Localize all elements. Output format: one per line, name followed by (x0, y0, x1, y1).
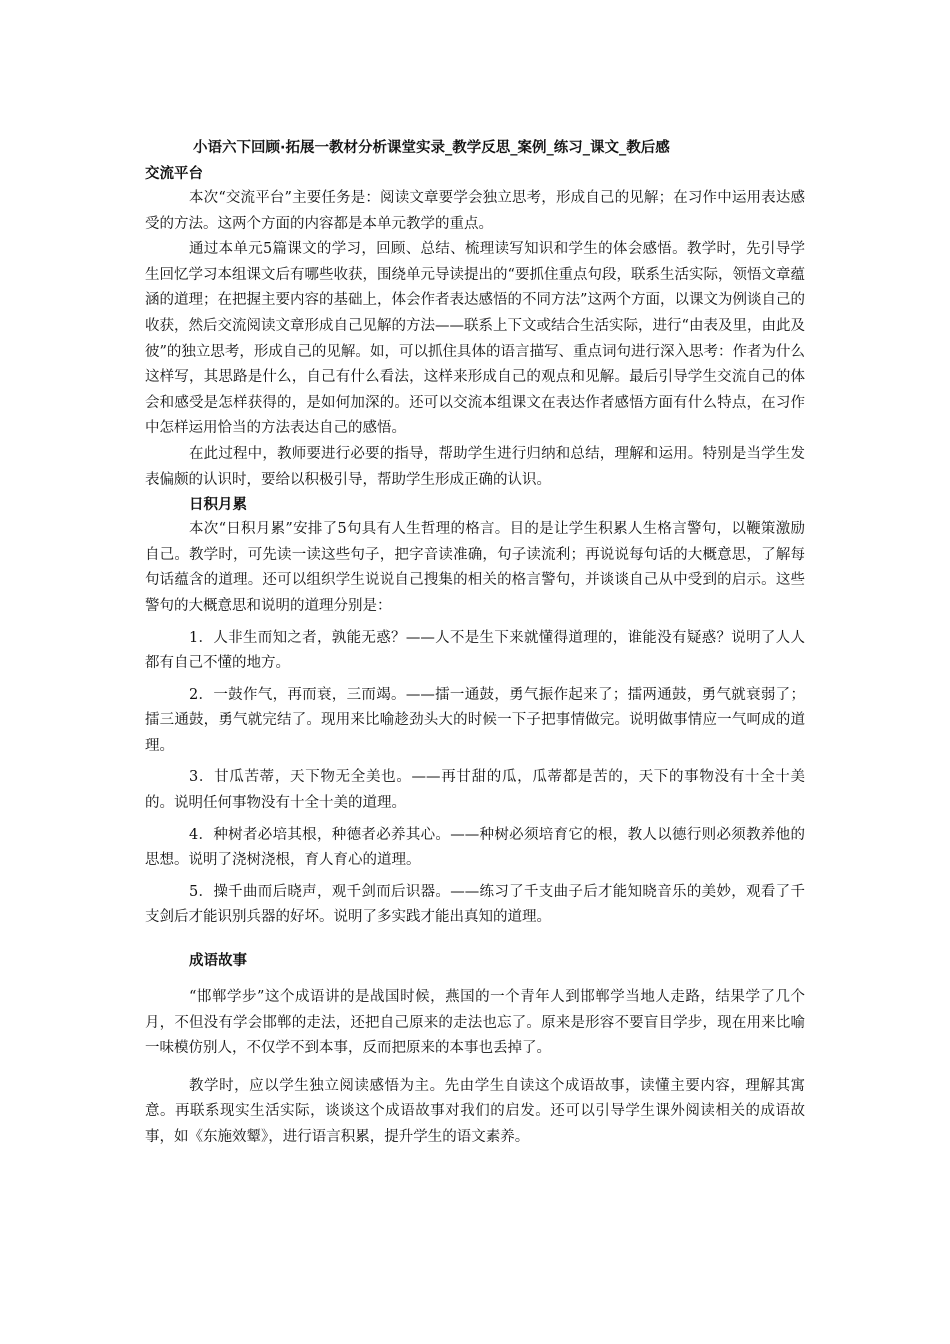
paragraph: 本次“日积月累”安排了5句具有人生哲理的格言。目的是让学生积累人生格言警句，以鞭策激励自己。教学时，可先读一读这些句子，把字音读准确，句子读流利；再说说每句话的大概意思，了解每句话蕴含的道理。还可以组织学生说说自己搜集的相关的格言警句，并谈谈自己从中受到的启示。这些警句的大概意思和说明的道理分别是： (145, 521, 805, 614)
list-item-maxim-5: 5．操千曲而后晓声，观千剑而后识器。——练习了千支曲子后才能知晓音乐的美妙，观看了千支剑后才能识别兵器的好坏。说明了多实践才能出真知的道理。 (145, 883, 805, 926)
document-title: 小语六下回顾·拓展一教材分析课堂实录_教学反思_案例_练习_课文_教后感 (193, 140, 670, 156)
section-heading-idiom-story: 成语故事 (189, 953, 247, 970)
paragraph: 教学时，应以学生独立阅读感悟为主。先由学生自读这个成语故事，读懂主要内容，理解其寓意。再联系现实生活实际，谈谈这个成语故事对我们的启发。还可以引导学生课外阅读相关的成语故事，如《东施效颦》，进行语言积累，提升学生的语文素养。 (145, 1077, 805, 1145)
section-heading-exchange-platform: 交流平台 (145, 166, 203, 182)
list-item-maxim-4: 4．种树者必培其根，种德者必养其心。——种树必须培育它的根，教人以德行则必须教养他的思想。说明了浇树浇根，育人育心的道理。 (145, 826, 805, 869)
paragraph: 通过本单元5篇课文的学习，回顾、总结、梳理读写知识和学生的体会感悟。教学时，先引导学生回忆学习本组课文后有哪些收获，围绕单元导读提出的“要抓住重点句段，联系生活实际，领悟文章蕴涵的道理；在把握主要内容的基础上，体会作者表达感悟的不同方法”这两个方面，以课文为例谈自己的收获，然后交流阅读文章形成自己见解的方法——联系上下文或结合生活实际，进行“由表及里，由此及彼”的独立思考，形成自己的见解。如，可以抓住具体的语言描写、重点词句进行深入思考：作者为什么这样写，其思路是什么，自己有什么看法，这样来形成自己的观点和见解。最后引导学生交流自己的体会和感受是怎样获得的，是如何加深的。还可以交流本组课文在表达作者感悟方面有什么特点，在习作中怎样运用恰当的方法表达自己的感悟。 (145, 241, 805, 437)
paragraph: 在此过程中，教师要进行必要的指导，帮助学生进行归纳和总结，理解和运用。特别是当学生发表偏颇的认识时，要给以积极引导，帮助学生形成正确的认识。 (145, 445, 805, 488)
document-page (145, 136, 805, 1151)
paragraph: “邯郸学步”这个成语讲的是战国时候，燕国的一个青年人到邯郸学当地人走路，结果学了几个月，不但没有学会邯郸的走法，还把自己原来的走法也忘了。原来是形容不要盲目学步，现在用来比喻一味模仿别人，不仅学不到本事，反而把原来的本事也丢掉了。 (145, 989, 805, 1057)
paragraph: 本次“交流平台”主要任务是：阅读文章要学会独立思考，形成自己的见解；在习作中运用表达感受的方法。这两个方面的内容都是本单元教学的重点。 (145, 190, 805, 232)
section-heading-daily-accumulation: 日积月累 (189, 497, 247, 514)
list-item-maxim-3: 3．甘瓜苦蒂，天下物无全美也。——再甘甜的瓜，瓜蒂都是苦的，天下的事物没有十全十美的。说明任何事物没有十全十美的道理。 (145, 769, 805, 812)
list-item-maxim-2: 2．一鼓作气，再而衰，三而竭。——擂一通鼓，勇气振作起来了；擂两通鼓，勇气就衰弱了；擂三通鼓，勇气就完结了。现用来比喻趁劲头大的时候一下子把事情做完。说明做事情应一气呵成的道理。 (145, 686, 805, 754)
list-item-maxim-1: 1．人非生而知之者，孰能无惑？——人不是生下来就懂得道理的，谁能没有疑惑？说明了人人都有自己不懂的地方。 (145, 629, 805, 672)
